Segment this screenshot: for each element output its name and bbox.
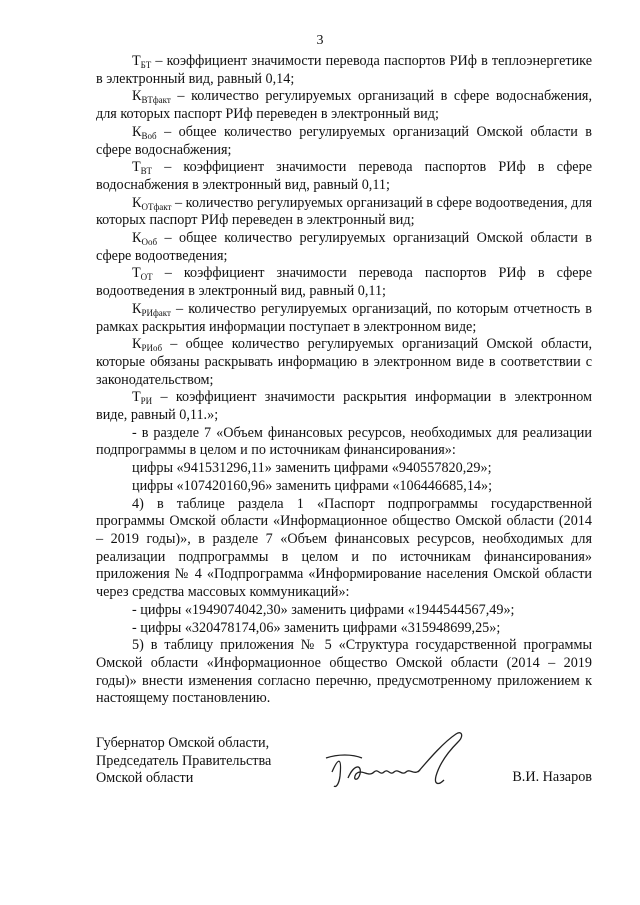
signer-position-line: Губернатор Омской области,: [96, 735, 270, 751]
signer-position-line: Омской области: [96, 770, 194, 787]
paragraph: $Т_{БТ}$ – коэффициент значимости перевода паспортов РИф в теплоэнергетике в электронный вид, равный 0,14;: [96, 53, 592, 87]
paragraph: - в разделе 7 «Объем финансовых ресурсов, необходимых для реализации подпрограммы в целом и по источникам финансирования»:: [96, 424, 592, 459]
paragraph: $К_{РИоб}$ – общее количество регулируемых организаций Омской области, которые обязаны раскрывать информацию в электронном виде в соответствии с законодательством;: [96, 336, 592, 388]
paragraph: цифры «107420160,96» заменить цифрами «106446685,14»;: [132, 477, 493, 494]
signer-position-line: Председатель Правительства: [96, 752, 272, 769]
document-body: [96, 53, 592, 708]
paragraph: 4) в таблице раздела 1 «Паспорт подпрограммы государственной программы Омской области «Информационное общество Омской области (2014 – 2019 годы)», в разделе 7 «Объем финансовых ресурсов, необходимых для реализации подпрограммы в целом и по источникам финансирования» приложения № 4 «Подпрограмма «Информирование населения Омской области через средства массовых коммуникаций»:: [96, 495, 592, 601]
paragraph: $К_{Воб}$ – общее количество регулируемых организаций Омской области в сфере водоснабжения;: [96, 123, 592, 158]
paragraph: $Т_{РИ}$ – коэффициент значимости раскрытия информации в электронном виде, равный 0,11.»;: [96, 389, 592, 424]
paragraph: $К_{ВТфакт}$ – количество регулируемых организаций в сфере водоснабжения, для которых паспорт РИф переведен в электронный вид;: [96, 88, 592, 123]
page-number: 3: [316, 33, 324, 48]
paragraph: $Т_{ВТ}$ – коэффициент значимости перевода паспортов РИф в сфере водоснабжения в электронный вид, равный 0,11;: [96, 159, 592, 193]
handwritten-signature: [318, 728, 478, 798]
paragraph: 5) в таблицу приложения № 5 «Структура государственной программы Омской области «Информационное общество Омской области (2014 – 2019 годы)» внести изменения согласно перечню, предусмотренному приложением к настоящему постановлению.: [96, 637, 592, 707]
paragraph: - цифры «320478174,06» заменить цифрами «315948699,25»;: [132, 619, 501, 636]
paragraph: $К_{ОТфакт}$ – количество регулируемых организаций в сфере водоотведения, для которых паспорт РИф переведен в электронный вид;: [96, 194, 592, 229]
paragraph: $К_{РИфакт}$ – количество регулируемых организаций, по которым отчетность в рамках раскрытия информации поступает в электронном виде;: [96, 300, 592, 335]
paragraph: $Т_{ОТ}$ – коэффициент значимости перевода паспортов РИф в сфере водоотведения в электронный вид, равный 0,11;: [96, 265, 592, 300]
paragraph: $К_{Ооб}$ – общее количество регулируемых организаций Омской области в сфере водоотведения;: [96, 230, 592, 264]
paragraph: цифры «941531296,11» заменить цифрами «940557820,29»;: [132, 460, 492, 477]
paragraph: - цифры «1949074042,30» заменить цифрами «1944544567,49»;: [132, 601, 515, 618]
signer-name: В.И. Назаров: [512, 769, 592, 785]
